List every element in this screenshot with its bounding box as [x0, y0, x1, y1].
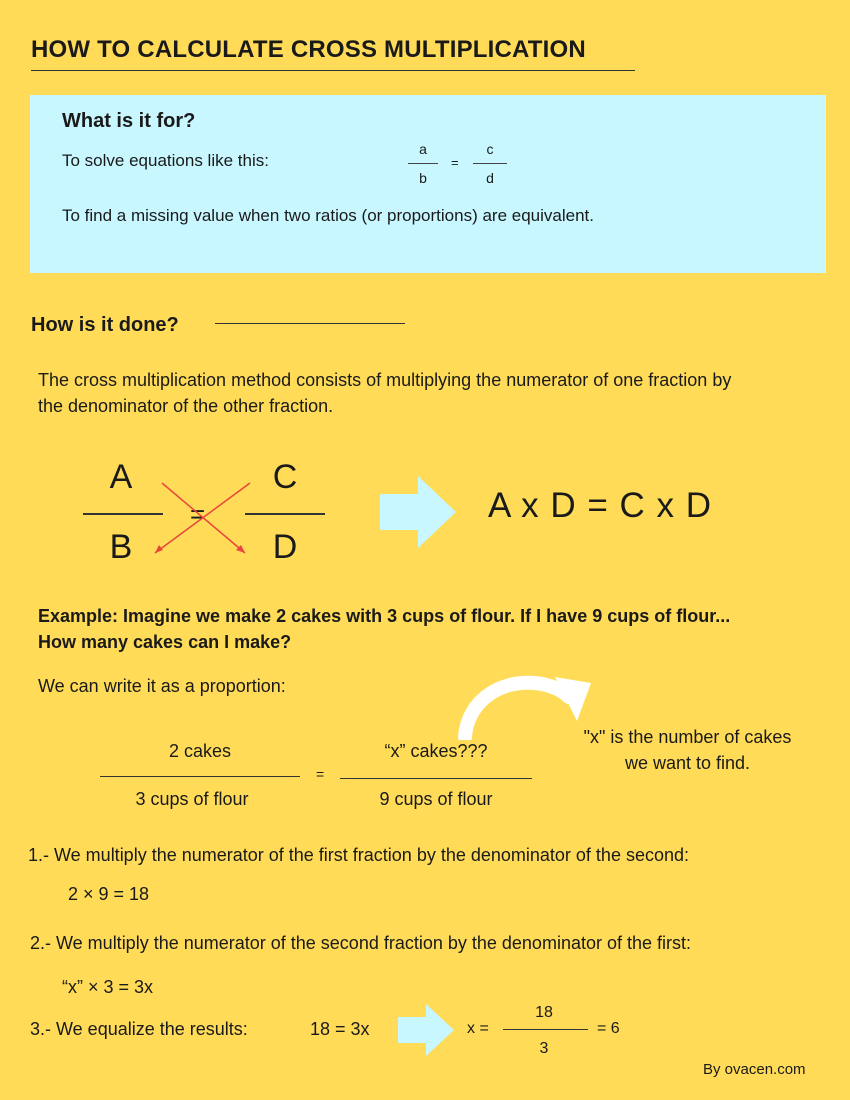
x-equals: x = [467, 1020, 489, 1037]
example-note: "x" is the number of cakes we want to find. [583, 727, 792, 773]
how-heading: How is it done? [31, 314, 179, 336]
formula-d: d [486, 170, 494, 186]
formula-equals: = [451, 155, 459, 170]
frac1-bar [100, 776, 300, 777]
formula-b: b [419, 170, 427, 186]
formula-bar-cd [473, 163, 507, 164]
x-denominator: 3 [539, 1040, 549, 1057]
title-underline [31, 70, 635, 71]
diagram-D: D [272, 528, 298, 566]
step1-text: 1.- We multiply the numerator of the first fraction by the denominator of the second: [28, 845, 689, 865]
formula-c: c [486, 141, 494, 157]
credit-text: By ovacen.com [703, 1061, 806, 1078]
page-title: HOW TO CALCULATE CROSS MULTIPLICATION [31, 36, 586, 63]
right-arrow-icon [380, 476, 458, 548]
frac2-bar [340, 778, 532, 779]
how-underline [215, 323, 405, 324]
diagram-C: C [272, 458, 298, 496]
step1-calc: 2 × 9 = 18 [68, 884, 150, 904]
what-line2: To find a missing value when two ratios (or proportions) are equivalent. [62, 206, 594, 225]
step3-equation: 18 = 3x [310, 1019, 370, 1039]
frac2-numerator: “x” cakes??? [384, 741, 488, 761]
step2-calc: “x” × 3 = 3x [62, 977, 154, 997]
step2-text: 2.- We multiply the numerator of the second fraction by the denominator of the first: [30, 933, 691, 953]
frac1-numerator: 2 cakes [168, 741, 232, 761]
diagram-equals: = [190, 499, 206, 529]
example-write-as: We can write it as a proportion: [38, 676, 286, 696]
diagram-B: B [109, 528, 133, 566]
frac2-denominator: 9 cups of flour [379, 789, 493, 809]
example-question: Example: Imagine we make 2 cakes with 3 cups of flour. If I have 9 cups of flour... How many cakes can I make? [38, 606, 731, 652]
formula-fraction-ab [408, 141, 438, 186]
step3-text: 3.- We equalize the results: [30, 1019, 248, 1039]
what-heading: What is it for? [62, 110, 196, 132]
step3-arrow-icon [398, 1004, 456, 1056]
frac1-denominator: 3 cups of flour [135, 789, 249, 809]
formula-fraction-cd [473, 141, 507, 186]
x-numerator: 18 [535, 1004, 553, 1021]
x-result: = 6 [597, 1020, 620, 1037]
example-equals: = [316, 766, 325, 782]
curved-arrow-icon [455, 665, 595, 740]
x-fraction-bar [503, 1029, 588, 1030]
what-line1: To solve equations like this: [62, 151, 269, 170]
diagram-A: A [109, 458, 133, 496]
diagram-result: A x D = C x D [488, 486, 713, 525]
how-paragraph: The cross multiplication method consists of multiplying the numerator of one fraction by the denominator of the other fraction. [38, 370, 732, 416]
formula-bar-ab [408, 163, 438, 164]
formula-a: a [419, 141, 427, 157]
cross-lines-icon [150, 475, 260, 560]
